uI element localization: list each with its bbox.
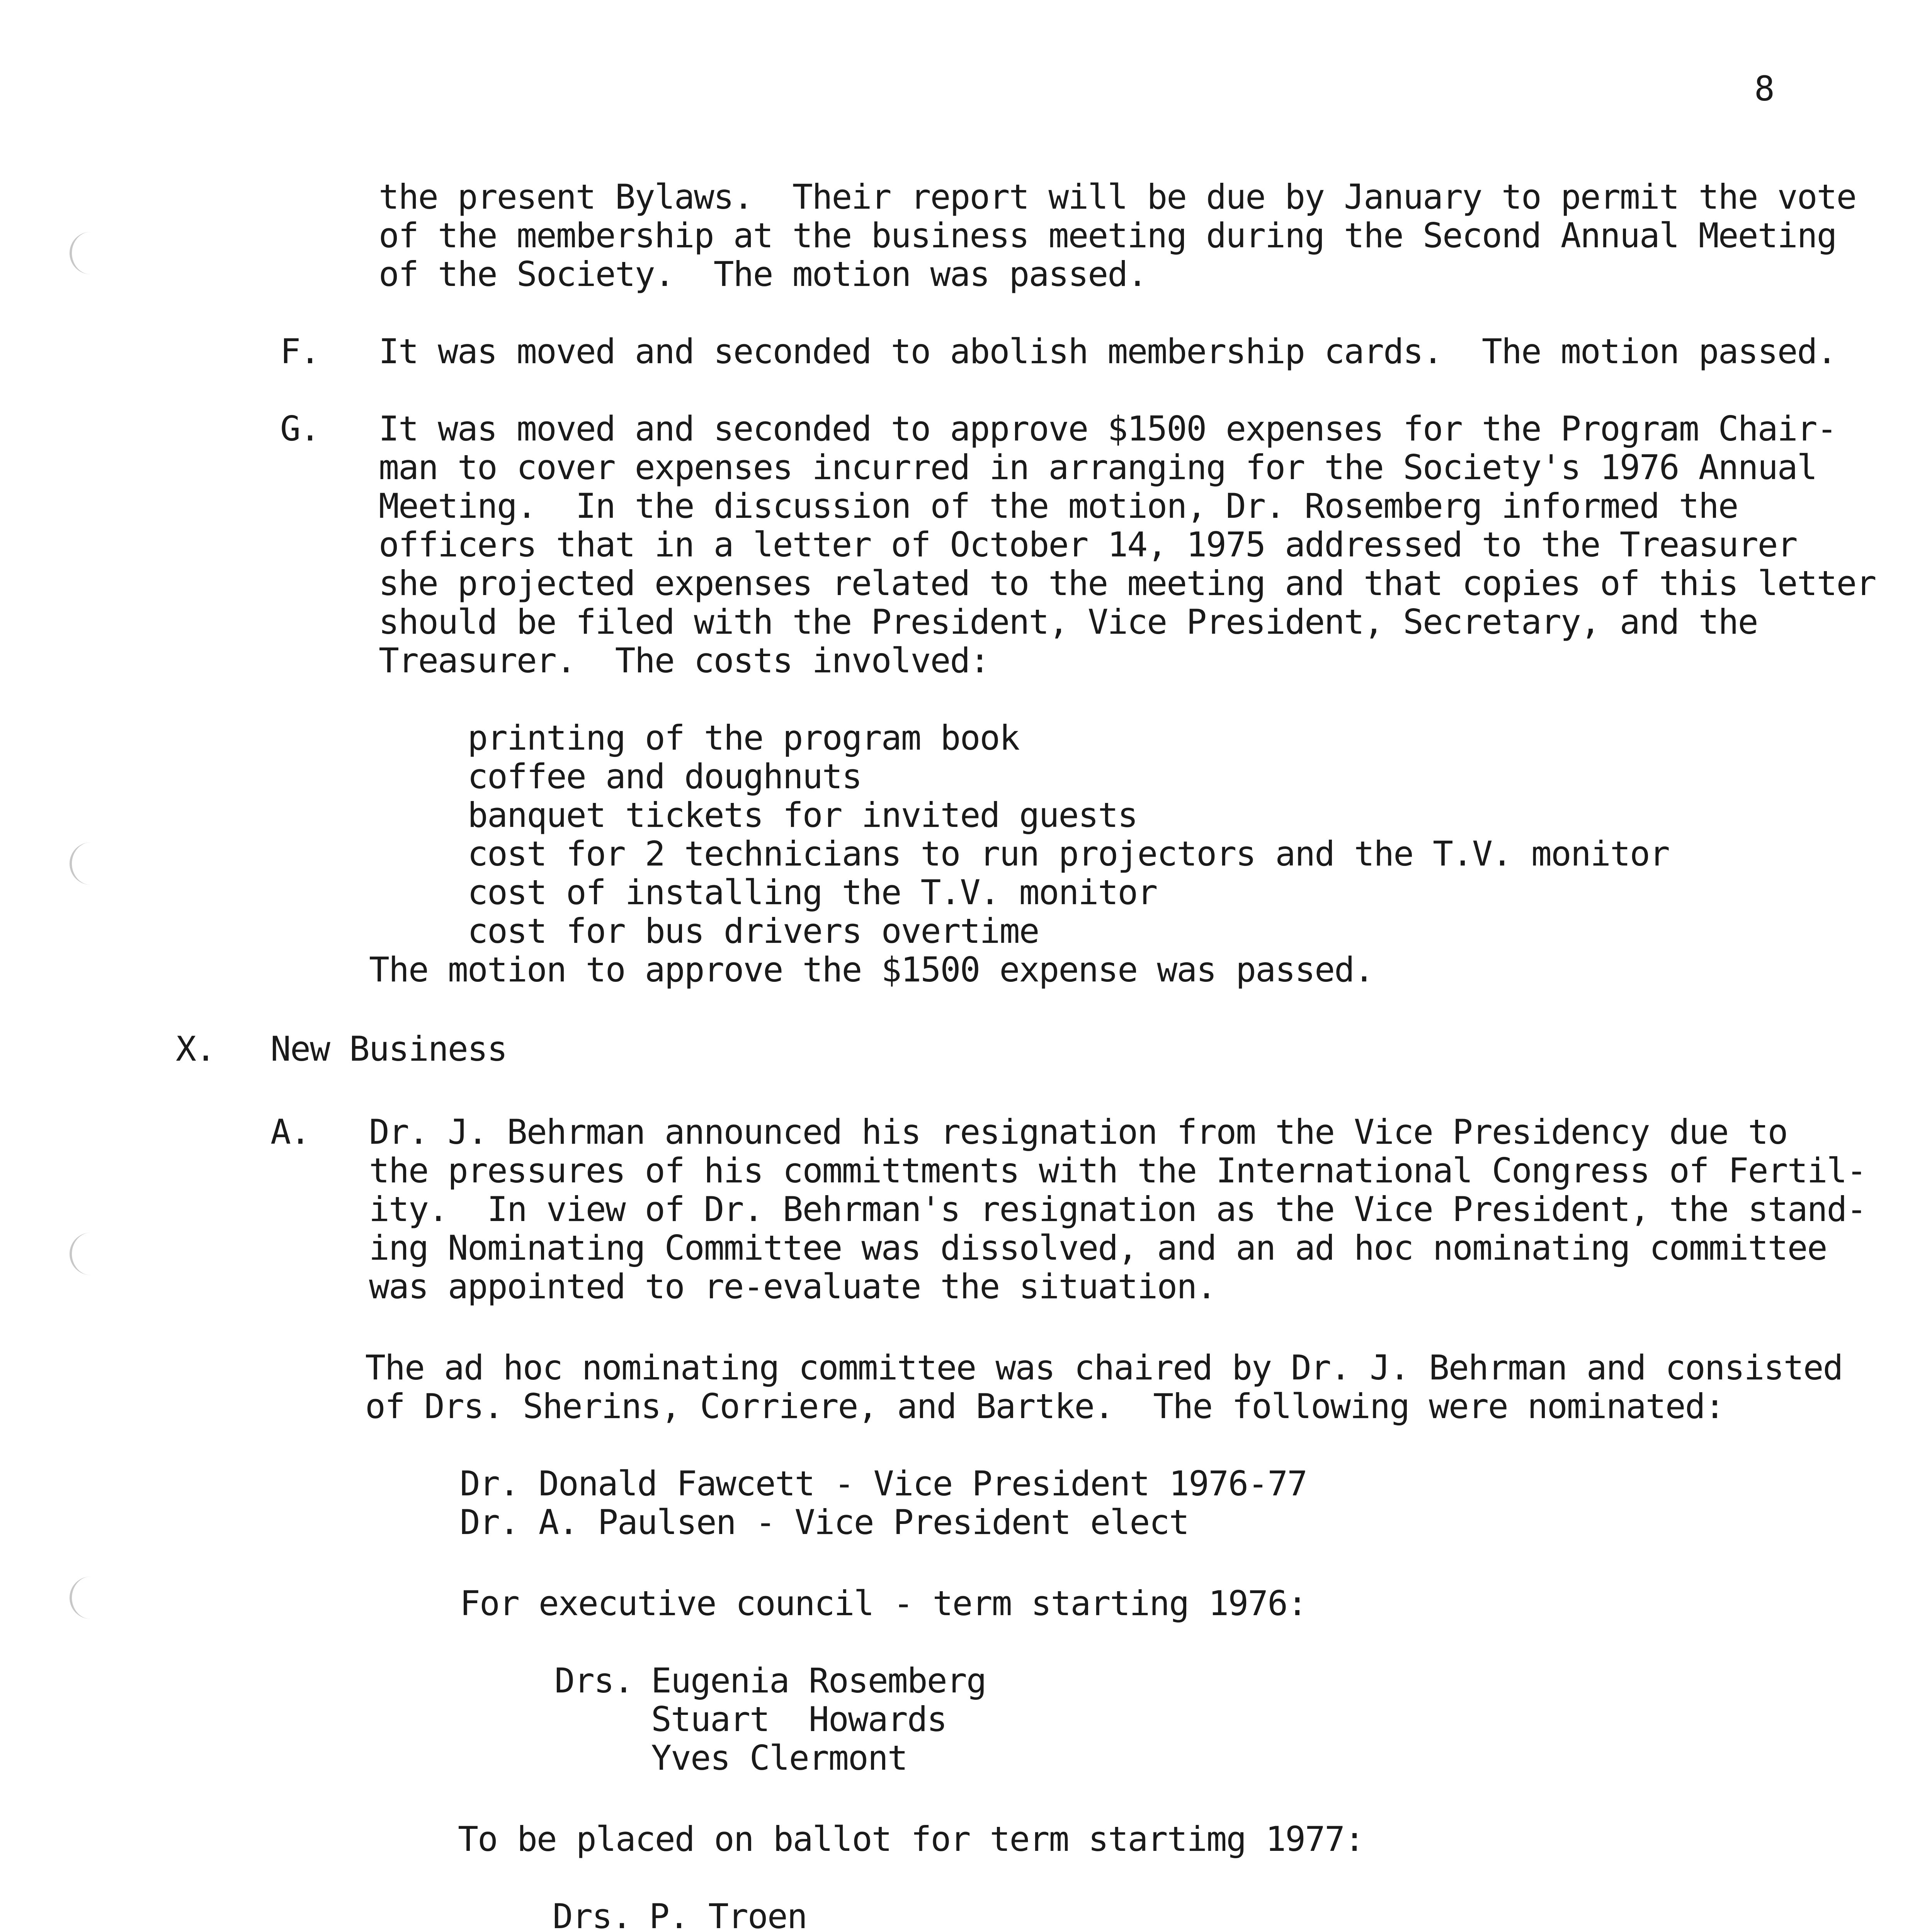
paragraph-line: of the Society. The motion was passed. [379,254,1147,294]
cost-list-item: banquet tickets for invited guests [468,795,1138,835]
cost-list-item: printing of the program book [468,718,1019,758]
paragraph-line: Meeting. In the discussion of the motion, Dr. Rosemberg informed the [379,486,1738,526]
drs-prefix: Drs. [554,1661,633,1701]
nominee-line: Dr. A. Paulsen - Vice President elect [460,1502,1189,1542]
page-number: 8 [1754,69,1775,109]
paragraph-line: should be filed with the President, Vice President, Secretary, and the [379,602,1758,642]
paragraph-line: Treasurer. The costs involved: [379,641,990,680]
item-marker-f: F. [280,332,320,371]
item-marker-a: A. [270,1112,310,1152]
subheading: For executive council - term starting 1976: [460,1583,1307,1623]
paragraph-line: ity. In view of Dr. Behrman's resignation as the Vice President, the stand- [369,1189,1866,1229]
binding-hole-mark [70,232,99,274]
subheading: To be placed on ballot for term startimg 1977: [458,1819,1364,1859]
council-member: Yves Clermont [651,1738,907,1778]
section-heading: New Business [270,1029,507,1069]
binding-hole-mark [70,842,99,885]
drs-prefix: Drs. [553,1896,631,1932]
paragraph-line: It was moved and seconded to approve $1500 expenses for the Program Chair- [379,409,1837,449]
ballot-member: P. Troen [649,1896,807,1932]
council-member: Stuart Howards [651,1699,947,1739]
paragraph-line: Dr. J. Behrman announced his resignation from the Vice Presidency due to [369,1112,1787,1152]
paragraph-line: officers that in a letter of October 14, 1975 addressed to the Treasurer [379,525,1797,565]
paragraph-line: the present Bylaws. Their report will be due by January to permit the vote [379,177,1856,217]
council-member: Eugenia Rosemberg [651,1661,986,1701]
binding-hole-mark [70,1233,99,1275]
section-marker-x: X. [176,1029,215,1069]
paragraph-line: ing Nominating Committee was dissolved, and an ad hoc nominating committee [369,1228,1827,1268]
paragraph-line: The ad hoc nominating committee was chaired by Dr. J. Behrman and consisted [365,1348,1843,1388]
paragraph-line: of Drs. Sherins, Corriere, and Bartke. The following were nominated: [365,1386,1725,1426]
paragraph-line: was appointed to re-evaluate the situation. [369,1267,1216,1306]
paragraph-line: man to cover expenses incurred in arranging for the Society's 1976 Annual [379,447,1817,487]
paragraph-line: the pressures of his committments with the International Congress of Fertil- [369,1151,1866,1190]
binding-hole-mark [70,1577,99,1619]
cost-list-item: cost for 2 technicians to run projectors and the T.V. monitor [468,834,1669,874]
cost-list-item: cost for bus drivers overtime [468,911,1039,951]
item-marker-g: G. [280,409,320,449]
paragraph-line: of the membership at the business meeting during the Second Annual Meeting [379,216,1837,255]
paragraph-line: The motion to approve the $1500 expense was passed. [369,950,1374,990]
cost-list-item: cost of installing the T.V. monitor [468,872,1157,912]
paragraph-line: It was moved and seconded to abolish membership cards. The motion passed. [379,332,1837,371]
cost-list-item: coffee and doughnuts [468,757,862,796]
paragraph-line: she projected expenses related to the meeting and that copies of this letter [379,563,1876,603]
nominee-line: Dr. Donald Fawcett - Vice President 1976-77 [460,1464,1307,1503]
